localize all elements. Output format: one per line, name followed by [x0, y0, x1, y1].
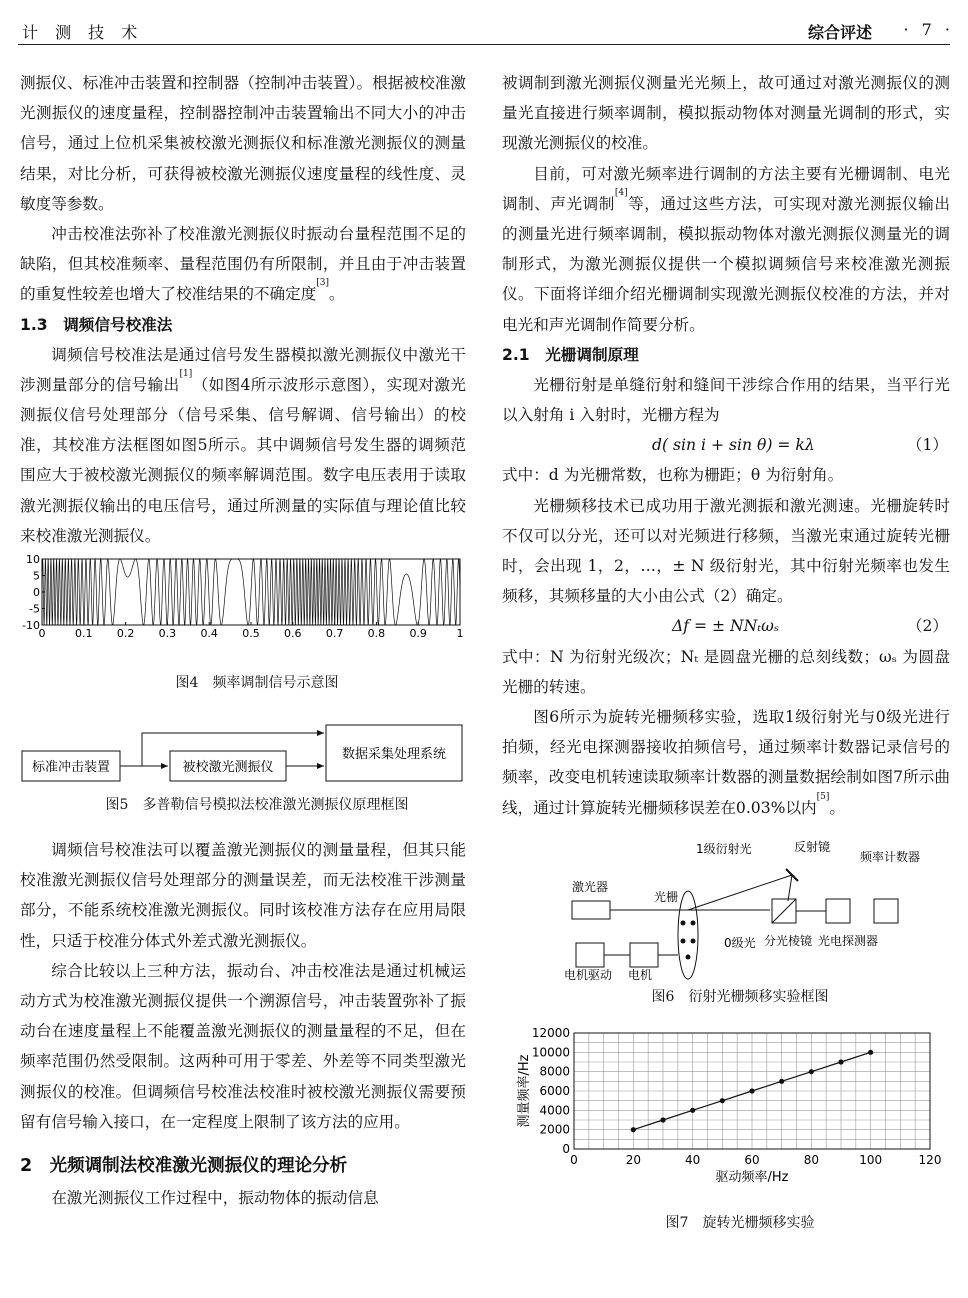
diagram-label: 光电探测器 — [818, 933, 879, 948]
data-point — [631, 1127, 636, 1132]
data-point — [720, 1098, 725, 1103]
motor-drive-box — [576, 943, 604, 967]
paragraph: 被调制到激光测振仪测量光光频上，故可通过对激光测振仪的测量光直接进行频率调制，模拟振动物体对测量光调制的形式，实现激光测振仪的校准。 — [502, 74, 950, 153]
figure-5 — [20, 707, 466, 799]
x-tick-label: 40 — [685, 1152, 701, 1167]
motor-box — [630, 943, 658, 967]
laser-box — [572, 901, 610, 919]
section-heading: 2 光频调制法校准激光测振仪的理论分析 — [20, 1156, 348, 1177]
figure-caption: 图6 衍射光栅频移实验框图 — [651, 988, 829, 1005]
figure-4 — [20, 551, 466, 679]
y-tick-label: 10 — [26, 553, 40, 567]
equation-2 — [502, 611, 950, 641]
x-tick-label: 0.4 — [200, 627, 218, 641]
y-tick-label: 10000 — [531, 1045, 570, 1060]
y-axis-label: 测量频率/Hz — [517, 1054, 532, 1128]
paragraph: 目前，可对激光频率进行调制的方法主要有光栅调制、电光调制、声光调制[4]等，通过这些方法，可实现对激光测振仪输出的测量光进行频率调制，模拟振动物体对激光测振仪测量光的调制形式，为激光测振仪提供一个模拟调频信号来校准激光测振仪。下面将详细介绍光栅调制实现激光测振仪校准的方法，并对电光和声光调制作简要分析。 — [502, 164, 950, 334]
diagram-label: 电机驱动 — [564, 967, 613, 982]
diagram-label: 电机 — [628, 967, 653, 982]
paragraph: 冲击校准法弥补了校准激光测振仪时振动台量程范围不足的缺陷，但其校准频率、量程范围仍有所限制，并且由于冲击装置的重复性较差也增大了校准结果的不确定度[3]。 — [20, 225, 466, 304]
x-tick-label: 100 — [859, 1152, 883, 1167]
block-label: 数据采集处理系统 — [341, 747, 447, 763]
diagram-label: 反射镜 — [794, 839, 831, 854]
block-label: 标准冲击装置 — [31, 760, 111, 776]
diffracted-beam — [688, 875, 792, 910]
photodetector — [826, 899, 850, 923]
diagram-label: 1级衍射光 — [696, 841, 752, 856]
x-tick-label: 0.8 — [367, 627, 386, 641]
right-column — [502, 68, 950, 1233]
diagram-label: 光栅 — [654, 889, 679, 904]
data-point — [779, 1079, 784, 1084]
paragraph: 光栅衍射是单缝衍射和缝间干涉综合作用的结果，当平行光以入射角 i 入射时，光栅方程为 — [502, 375, 950, 425]
fm-waveform — [42, 559, 460, 625]
calibration-block-diagram — [20, 707, 466, 799]
x-tick-label: 60 — [744, 1152, 760, 1167]
diagram-label: 激光器 — [572, 879, 609, 894]
y-tick-label: 4000 — [539, 1103, 570, 1118]
data-point — [690, 1108, 695, 1113]
paragraph: 图6所示为旋转光栅频移实验，选取1级衍射光与0级光进行拍频，经光电探测器接收拍频信号，通过频率计数器记录信号的频率，改变电机转速读取频率计数器的测量数据绘制如图7所示曲线，通过计算旋转光栅频移误差在0.03%以内[5]。 — [502, 708, 950, 817]
x-tick-label: 0.2 — [116, 627, 135, 641]
y-tick-label: 8000 — [539, 1064, 570, 1079]
left-column — [20, 68, 466, 1213]
x-tick-label: 0.7 — [325, 627, 344, 641]
y-tick-label: 6000 — [539, 1083, 570, 1098]
figure-caption: 图5 多普勒信号模拟法校准激光测振仪原理框图 — [105, 797, 409, 814]
figure-7 — [502, 1025, 950, 1205]
block-label: 被校激光测振仪 — [182, 760, 274, 776]
x-axis-label: 驱动频率/Hz — [715, 1169, 789, 1185]
fm-signal-chart — [20, 551, 466, 679]
x-tick-label: 0.6 — [284, 627, 302, 641]
data-point — [868, 1050, 873, 1055]
data-point — [809, 1069, 814, 1074]
paragraph: 式中：N 为衍射光级次；Nₜ 是圆盘光栅的总刻线数；ωₛ 为圆盘光栅的转速。 — [502, 647, 950, 696]
y-tick-label: -10 — [22, 619, 40, 633]
diagram-label: 频率计数器 — [860, 849, 921, 864]
x-tick-label: 120 — [918, 1152, 942, 1167]
y-tick-label: 0 — [33, 586, 40, 600]
figure-caption: 图7 旋转光栅频移实验 — [665, 1214, 815, 1231]
y-tick-label: -5 — [29, 602, 40, 616]
diagram-label: 0级光 — [724, 935, 756, 950]
data-point — [749, 1088, 754, 1093]
paragraph: 式中：d 为光栅常数，也称为栅距；θ 为衍射角。 — [502, 466, 844, 485]
citation: [5] — [816, 791, 830, 802]
x-tick-label: 20 — [625, 1152, 641, 1167]
data-point — [838, 1059, 843, 1064]
citation: [3] — [316, 278, 330, 289]
x-tick-label: 0 — [570, 1152, 578, 1167]
equation-number: （2） — [906, 617, 948, 636]
equation-number: （1） — [906, 436, 948, 455]
paragraph: 测振仪、标准冲击装置和控制器（控制冲击装置）。根据被校准激光测振仪的速度量程，控制器控制冲击装置输出不同大小的冲击信号，通过上位机采集被校激光测振仪和标准激光测振仪的测量结果，对比分析，可获得被校激光测振仪速度量程的线性度、灵敏度等参数。 — [20, 74, 466, 213]
paragraph: 光栅频移技术已成功用于激光测振和激光测速。光栅旋转时不仅可以分光，还可以对光频进行移频，当激光束通过旋转光栅时，会出现 1，2，…，± N 级衍射光，其中衍射光频率也发生频移，其频移量的大小由公式（2）确定。 — [502, 496, 950, 606]
figure-6 — [502, 839, 950, 987]
y-tick-label: 12000 — [531, 1025, 570, 1040]
page-number: · 7 · — [903, 20, 954, 39]
section-heading: 1.3 调频信号校准法 — [20, 315, 173, 334]
section-title: 综合评述 — [807, 23, 872, 42]
section-heading: 2.1 光栅调制原理 — [502, 345, 639, 364]
figure-caption: 图4 频率调制信号示意图 — [175, 675, 339, 692]
x-tick-label: 0.3 — [158, 627, 177, 641]
grating-experiment-diagram — [502, 839, 950, 987]
paragraph: 综合比较以上三种方法，振动台、冲击校准法是通过机械运动方式为校准激光测振仪提供一个溯源信号，冲击装置弥补了振动台在速度量程上不能覆盖激光测振仪的测量量程的不足，但在频率范围仍然受限制。这两种可用于零差、外差等不同类型激光测振仪的校准。但调频信号校准法校准时被校激光测振仪需要预留有信号输入接口，在一定程度上限制了该方法的应用。 — [20, 961, 466, 1131]
data-point — [660, 1117, 665, 1122]
citation: [1] — [179, 368, 193, 379]
paragraph: 调频信号校准法是通过信号发生器模拟激光测振仪中激光干涉测量部分的信号输出[1]（如图4所示波形示意图），实现对激光测振仪信号处理部分（信号采集、信号解调、信号输出）的校准，其校准方法框图如图5所示。其中调频信号发生器的调频范围应大于被校激光测振仪的频率解调范围。数字电压表用于读取激光测振仪输出的电压信号，通过所测量的实际值与理论值比较来校准激光测振仪。 — [20, 345, 466, 545]
equation: Δf = ± NNₜωₛ — [672, 617, 780, 636]
frequency-counter — [874, 899, 898, 923]
paragraph: 在激光测振仪工作过程中，振动物体的振动信息 — [51, 1189, 379, 1208]
paragraph: 调频信号校准法可以覆盖激光测振仪的测量量程，但其只能校准激光测振仪信号处理部分的测量误差，而无法校准干涉测量部分，不能系统校准激光测振仪。同时该校准方法存在应用局限性，只适于校准分体式外差式激光测振仪。 — [20, 841, 466, 950]
equation-1 — [502, 430, 950, 460]
citation: [4] — [614, 187, 628, 198]
x-tick-label: 0.9 — [409, 627, 427, 641]
page-header — [18, 16, 954, 45]
x-tick-label: 1 — [456, 627, 464, 641]
journal-name: 计 测 技 术 — [22, 23, 144, 42]
grating-frequency-shift-chart — [502, 1025, 950, 1205]
x-tick-label: 0.5 — [242, 627, 260, 641]
x-tick-label: 0 — [38, 627, 46, 641]
equation: d( sin i + sin θ) = kλ — [652, 436, 815, 455]
y-tick-label: 0 — [562, 1141, 570, 1156]
y-tick-label: 2000 — [539, 1122, 570, 1137]
y-tick-label: 5 — [33, 569, 40, 583]
x-tick-label: 0.1 — [75, 627, 93, 641]
diagram-label: 分光棱镜 — [764, 933, 813, 948]
x-tick-label: 80 — [803, 1152, 819, 1167]
grating — [678, 891, 698, 979]
